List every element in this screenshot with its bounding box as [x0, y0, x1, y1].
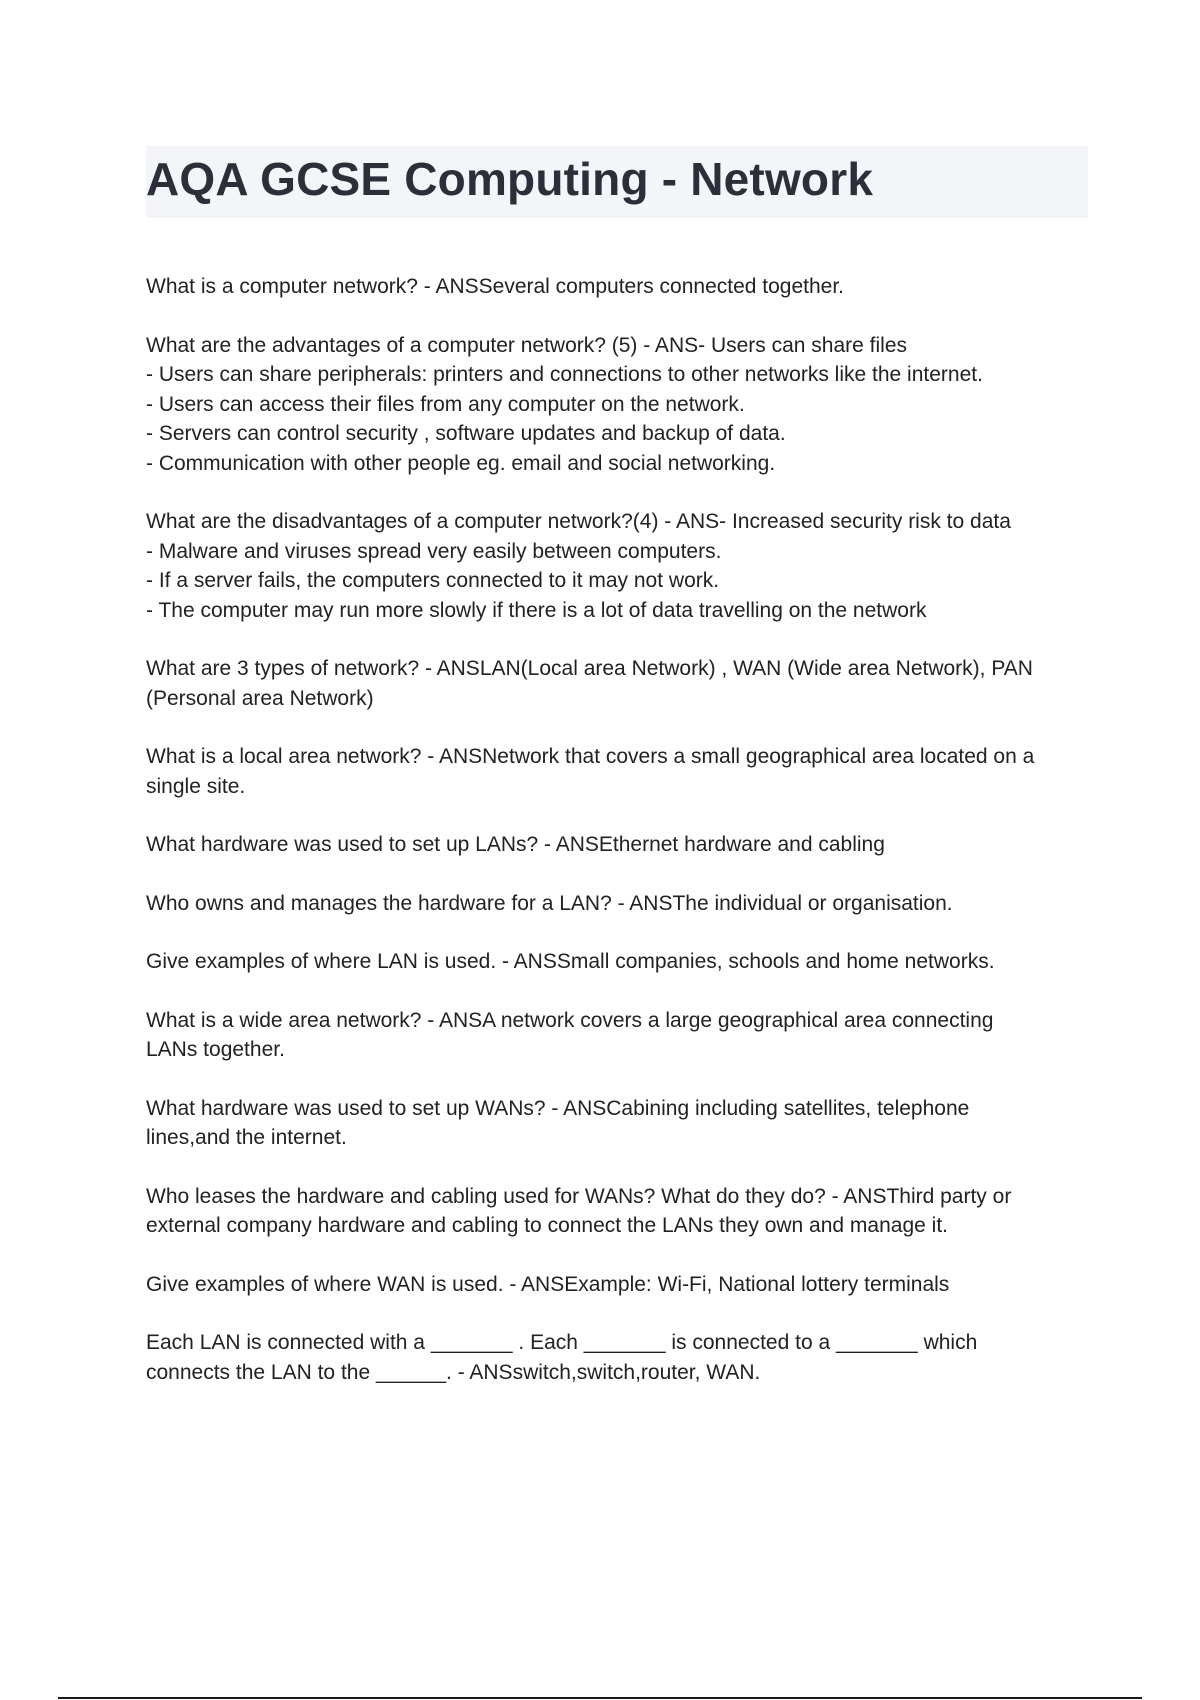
qa-line: What are 3 types of network? - ANSLAN(Local area Network) , WAN (Wide area Network), PAN	[146, 657, 1033, 680]
qa-item	[146, 947, 1096, 977]
qa-item	[146, 1270, 1096, 1300]
qa-item	[146, 1182, 1096, 1241]
qa-line: What are the disadvantages of a computer network?(4) - ANS- Increased security risk to data	[146, 510, 1011, 533]
qa-item	[146, 272, 1096, 302]
qa-item	[146, 331, 1096, 479]
qa-line: Give examples of where LAN is used. - ANSSmall companies, schools and home networks.	[146, 950, 995, 973]
qa-line: - The computer may run more slowly if there is a lot of data travelling on the network	[146, 598, 927, 622]
qa-item	[146, 742, 1096, 801]
qa-line: connects the LAN to the ______. - ANSswitch,switch,router, WAN.	[146, 1360, 761, 1384]
footer-divider	[58, 1697, 1142, 1699]
qa-line: - Users can access their files from any computer on the network.	[146, 392, 745, 416]
qa-line: Who owns and manages the hardware for a LAN? - ANSThe individual or organisation.	[146, 891, 953, 915]
qa-item	[146, 654, 1096, 713]
qa-line: What is a local area network? - ANSNetwork that covers a small geographical area located on a	[146, 745, 1035, 768]
qa-line: lines,and the internet.	[146, 1126, 347, 1149]
qa-line: - Malware and viruses spread very easily between computers.	[146, 539, 722, 563]
qa-line: What is a computer network? - ANSSeveral computers connected together.	[146, 275, 845, 298]
qa-line: - Communication with other people eg. email and social networking.	[146, 451, 776, 475]
title-band	[146, 146, 1088, 218]
qa-line: Each LAN is connected with a _______ . Each _______ is connected to a _______ which	[146, 1331, 978, 1354]
qa-line: - If a server fails, the computers connected to it may not work.	[146, 569, 720, 592]
qa-line: What are the advantages of a computer network? (5) - ANS- Users can share files	[146, 333, 908, 357]
qa-list	[146, 272, 1096, 1416]
page-title: AQA GCSE Computing - Network	[146, 153, 874, 205]
qa-item	[146, 1006, 1096, 1065]
qa-line: What hardware was used to set up WANs? - ANSCabining including satellites, telephone	[146, 1096, 970, 1120]
qa-line: (Personal area Network)	[146, 686, 374, 710]
qa-line: - Users can share peripherals: printers and connections to other networks like the internet.	[146, 363, 983, 386]
qa-line: What hardware was used to set up LANs? - ANSEthernet hardware and cabling	[146, 833, 885, 856]
qa-line: LANs together.	[146, 1038, 285, 1061]
qa-line: - Servers can control security , software updates and backup of data.	[146, 422, 786, 445]
qa-line: single site.	[146, 774, 246, 798]
qa-item	[146, 889, 1096, 919]
qa-item	[146, 1328, 1096, 1387]
qa-item	[146, 830, 1096, 860]
qa-line: Give examples of where WAN is used. - ANSExample: Wi-Fi, National lottery terminals	[146, 1272, 950, 1296]
qa-item	[146, 1094, 1096, 1153]
qa-item	[146, 507, 1096, 625]
qa-line: What is a wide area network? - ANSA network covers a large geographical area connecting	[146, 1008, 994, 1032]
qa-line: Who leases the hardware and cabling used for WANs? What do they do? - ANSThird party or	[146, 1184, 1012, 1208]
qa-line: external company hardware and cabling to connect the LANs they own and manage it.	[146, 1214, 948, 1237]
